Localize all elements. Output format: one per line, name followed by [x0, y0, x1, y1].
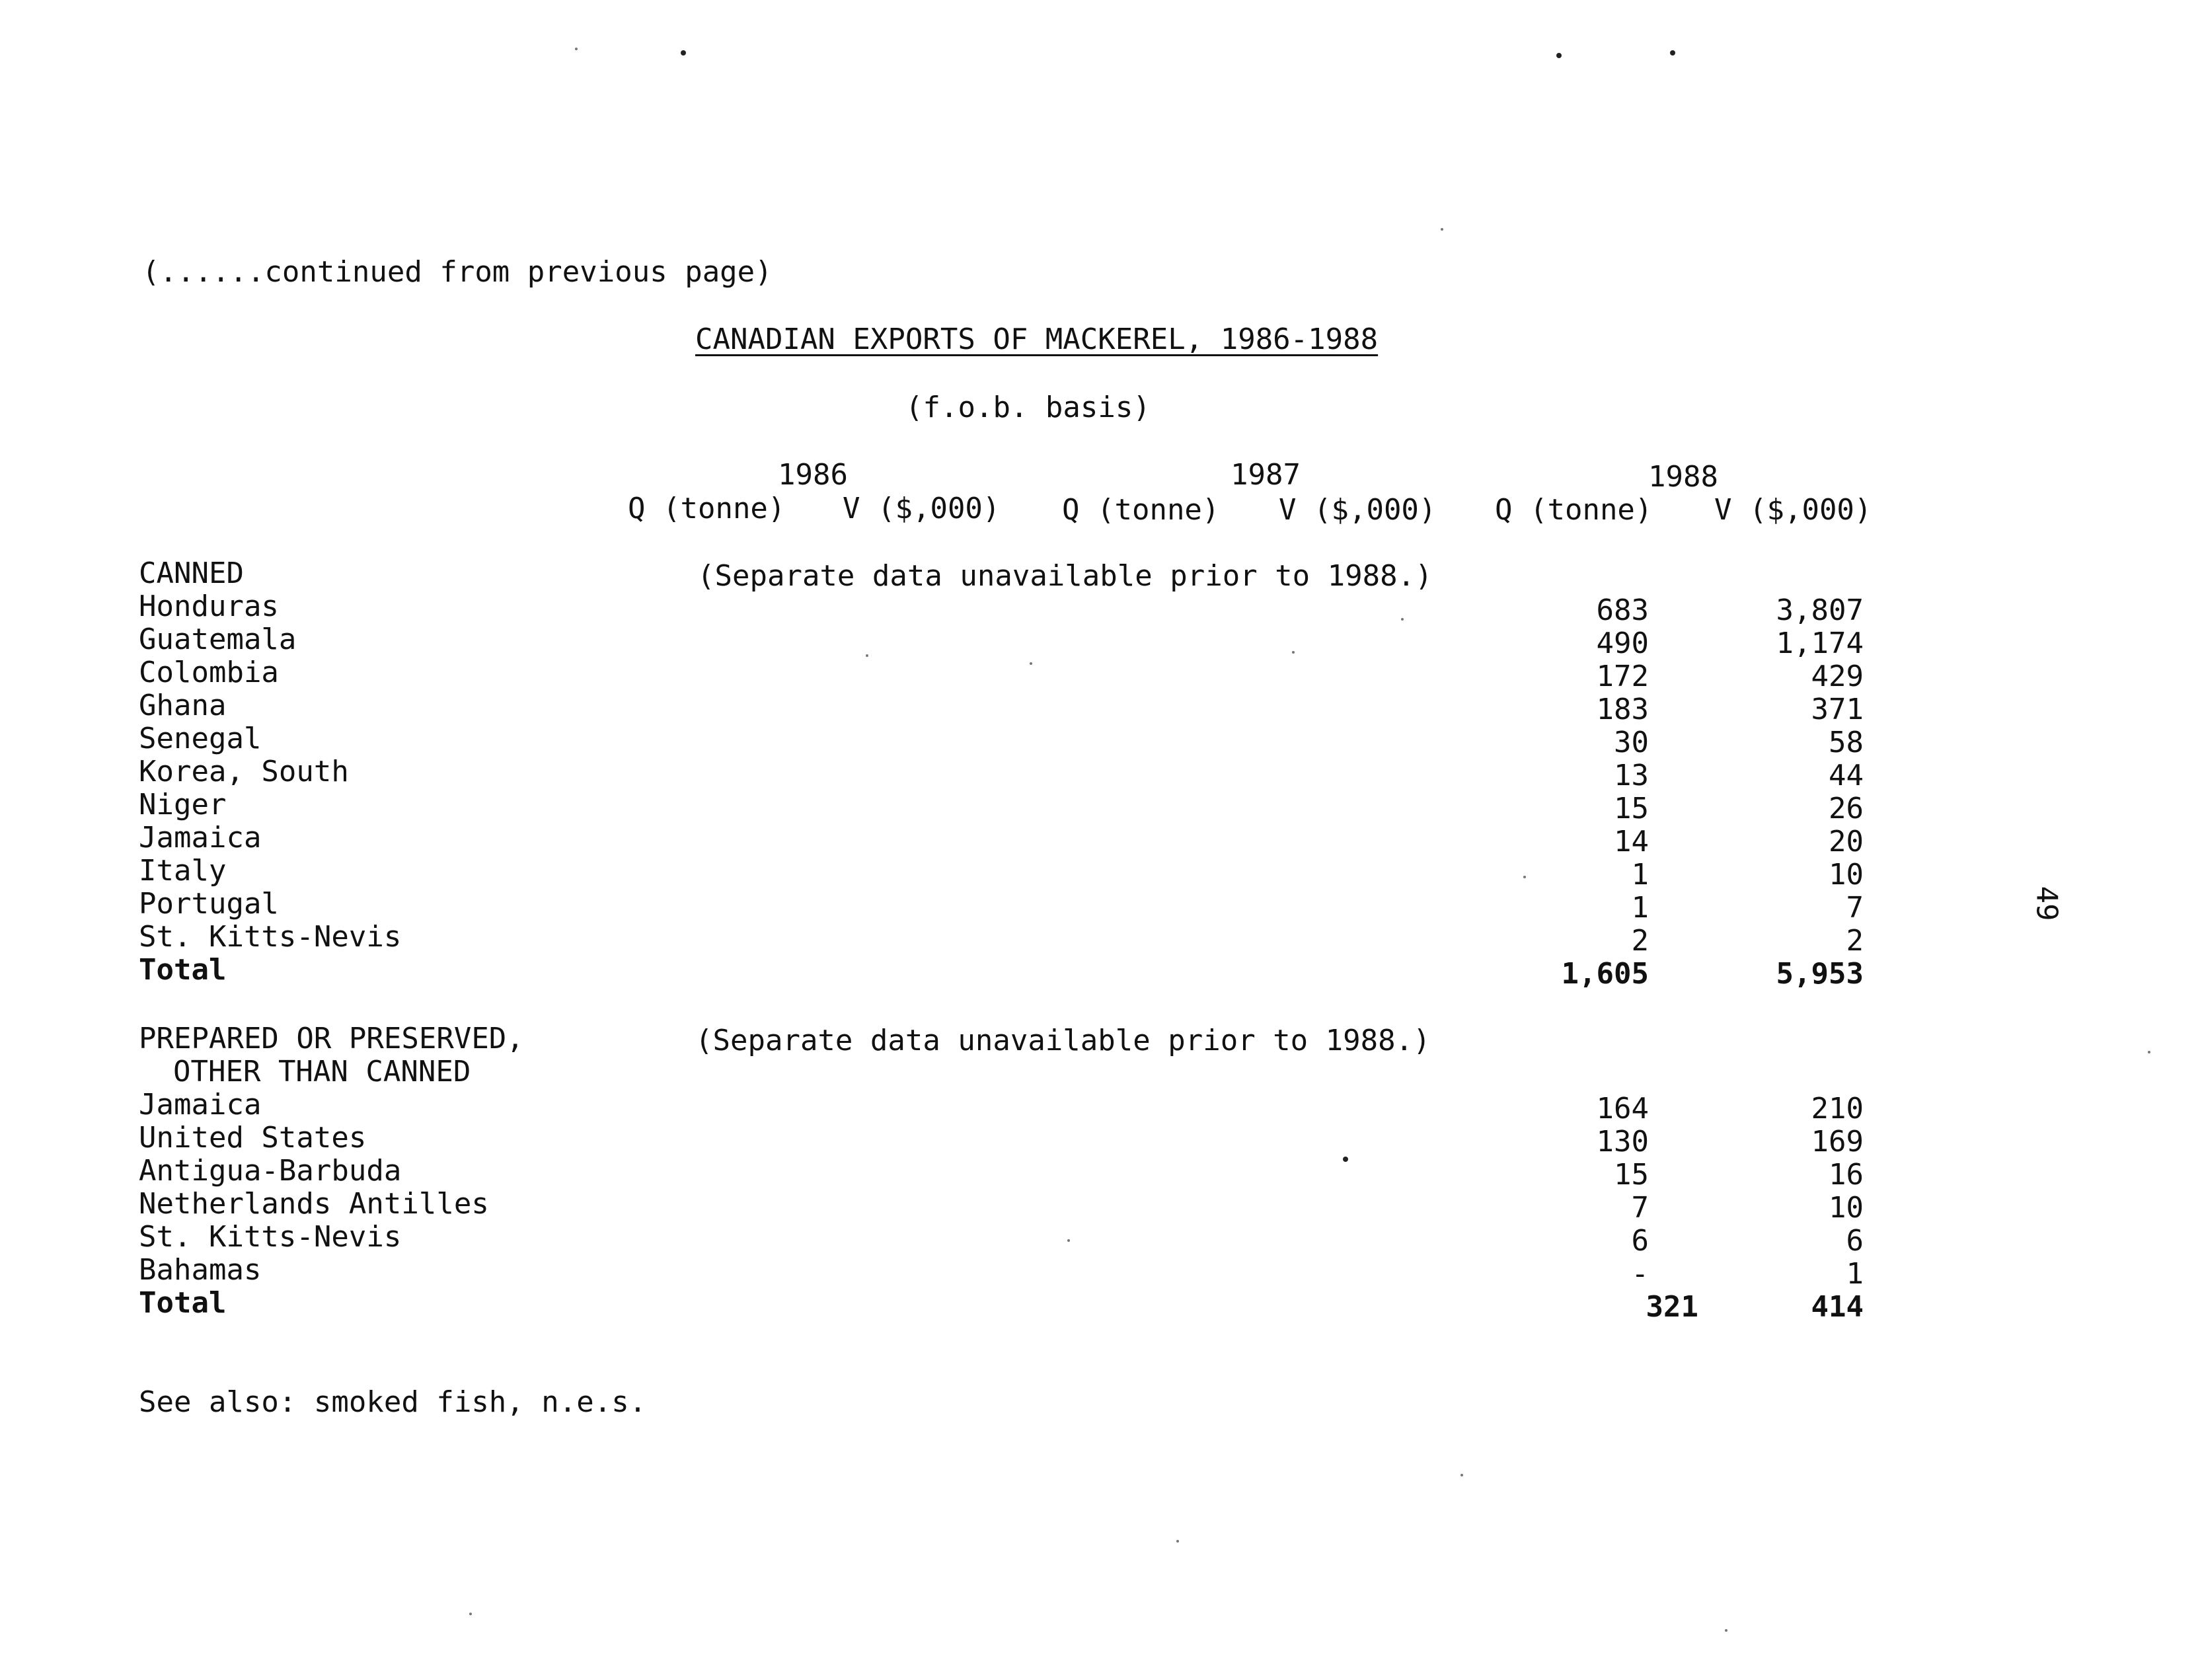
continued-note: (......continued from previous page): [142, 255, 773, 289]
table-row-q: 130: [1596, 1125, 1649, 1159]
table-row-q: 15: [1614, 792, 1649, 825]
table-row-country: Korea, South: [139, 755, 349, 788]
table-row-v: 7: [1846, 891, 1864, 925]
table-row-v: 6: [1846, 1224, 1864, 1258]
total-q: 1,605: [1561, 957, 1649, 991]
table-row-v: 3,807: [1776, 593, 1864, 627]
scan-speck: [1067, 1239, 1070, 1242]
prepared-unavailable-note: (Separate data unavailable prior to 1988.): [695, 1024, 1431, 1057]
scan-speck: [469, 1613, 472, 1615]
table-row-v: 10: [1829, 858, 1864, 892]
table-row-q: 183: [1596, 693, 1649, 726]
scan-speck: [2148, 1051, 2150, 1053]
scan-speck: [681, 50, 686, 56]
scan-speck: [1176, 1540, 1179, 1543]
table-row-q: 7: [1631, 1191, 1649, 1225]
year-1986: 1986: [778, 458, 848, 492]
col-v-1986: V ($,000): [843, 492, 1001, 525]
table-row-country: Netherlands Antilles: [139, 1187, 489, 1221]
total-label: Total: [139, 953, 227, 987]
table-row-v: 10: [1829, 1191, 1864, 1225]
total-v: 5,953: [1776, 957, 1864, 991]
page-title: CANADIAN EXPORTS OF MACKEREL, 1986-1988: [695, 323, 1379, 356]
scan-speck: [1556, 53, 1562, 58]
scan-speck: [1670, 50, 1675, 56]
table-row-q: 2: [1631, 924, 1649, 958]
col-v-1988: V ($,000): [1714, 493, 1872, 527]
scan-speck: [1441, 228, 1443, 231]
table-row-country: Jamaica: [139, 821, 262, 855]
table-row-country: Honduras: [139, 590, 279, 623]
table-row-country: Guatemala: [139, 623, 297, 656]
table-row-v: 371: [1811, 693, 1864, 726]
table-row-q: 30: [1614, 726, 1649, 759]
total-v: 414: [1811, 1290, 1864, 1324]
scan-speck: [1030, 662, 1032, 665]
table-row-q: 683: [1596, 593, 1649, 627]
year-1988: 1988: [1648, 460, 1718, 494]
table-row-q: 490: [1596, 627, 1649, 660]
scan-speck: [1523, 876, 1526, 878]
page-subtitle: (f.o.b. basis): [905, 391, 1151, 424]
total-label: Total: [139, 1286, 227, 1320]
table-row-q: 15: [1614, 1158, 1649, 1192]
table-row-country: St. Kitts-Nevis: [139, 1220, 402, 1254]
col-q-1988: Q (tonne): [1495, 493, 1653, 527]
table-row-country: St. Kitts-Nevis: [139, 920, 402, 954]
table-row-v: 16: [1829, 1158, 1864, 1192]
table-row-v: 44: [1829, 759, 1864, 792]
table-row-q: 1: [1631, 891, 1649, 925]
scan-speck: [1401, 618, 1404, 621]
table-row-v: 429: [1811, 660, 1864, 693]
table-row-country: Niger: [139, 788, 227, 821]
scan-speck: [1460, 1474, 1463, 1476]
col-q-1987: Q (tonne): [1062, 493, 1220, 527]
table-row-country: Senegal: [139, 722, 262, 755]
year-1987: 1987: [1231, 458, 1301, 492]
table-row-country: Colombia: [139, 656, 279, 689]
canned-unavailable-note: (Separate data unavailable prior to 1988.): [697, 559, 1433, 593]
scan-speck: [1343, 1157, 1348, 1162]
table-row-v: 20: [1829, 825, 1864, 859]
scan-speck: [1725, 1629, 1727, 1632]
table-row-v: 2: [1846, 924, 1864, 958]
table-row-country: Bahamas: [139, 1253, 262, 1287]
see-also-note: See also: smoked fish, n.e.s.: [139, 1385, 647, 1419]
col-v-1987: V ($,000): [1279, 493, 1437, 527]
table-row-country: Ghana: [139, 689, 227, 722]
table-row-q: 13: [1614, 759, 1649, 792]
scan-speck: [1292, 651, 1295, 654]
table-row-q: -: [1631, 1257, 1649, 1291]
col-q-1986: Q (tonne): [628, 492, 786, 525]
table-row-q: 164: [1596, 1092, 1649, 1126]
section-heading-canned: CANNED: [139, 556, 244, 590]
table-row-country: Portugal: [139, 887, 279, 921]
table-row-v: 26: [1829, 792, 1864, 825]
section-heading-prepared-line2: OTHER THAN CANNED: [173, 1055, 471, 1088]
table-row-v: 58: [1829, 726, 1864, 759]
table-row-q: 172: [1596, 660, 1649, 693]
table-row-v: 1,174: [1776, 627, 1864, 660]
scan-speck: [575, 48, 578, 50]
table-row-v: 210: [1811, 1092, 1864, 1126]
section-heading-prepared: PREPARED OR PRESERVED,: [139, 1022, 524, 1055]
scan-speck: [866, 654, 868, 657]
total-q: 321: [1646, 1290, 1698, 1324]
table-row-q: 14: [1614, 825, 1649, 859]
page-number: 49: [2029, 886, 2064, 921]
table-row-v: 169: [1811, 1125, 1864, 1159]
table-row-q: 1: [1631, 858, 1649, 892]
table-row-q: 6: [1631, 1224, 1649, 1258]
table-row-country: Jamaica: [139, 1088, 262, 1122]
table-row-v: 1: [1846, 1257, 1864, 1291]
table-row-country: Italy: [139, 854, 227, 888]
table-row-country: United States: [139, 1121, 367, 1155]
table-row-country: Antigua-Barbuda: [139, 1154, 402, 1188]
